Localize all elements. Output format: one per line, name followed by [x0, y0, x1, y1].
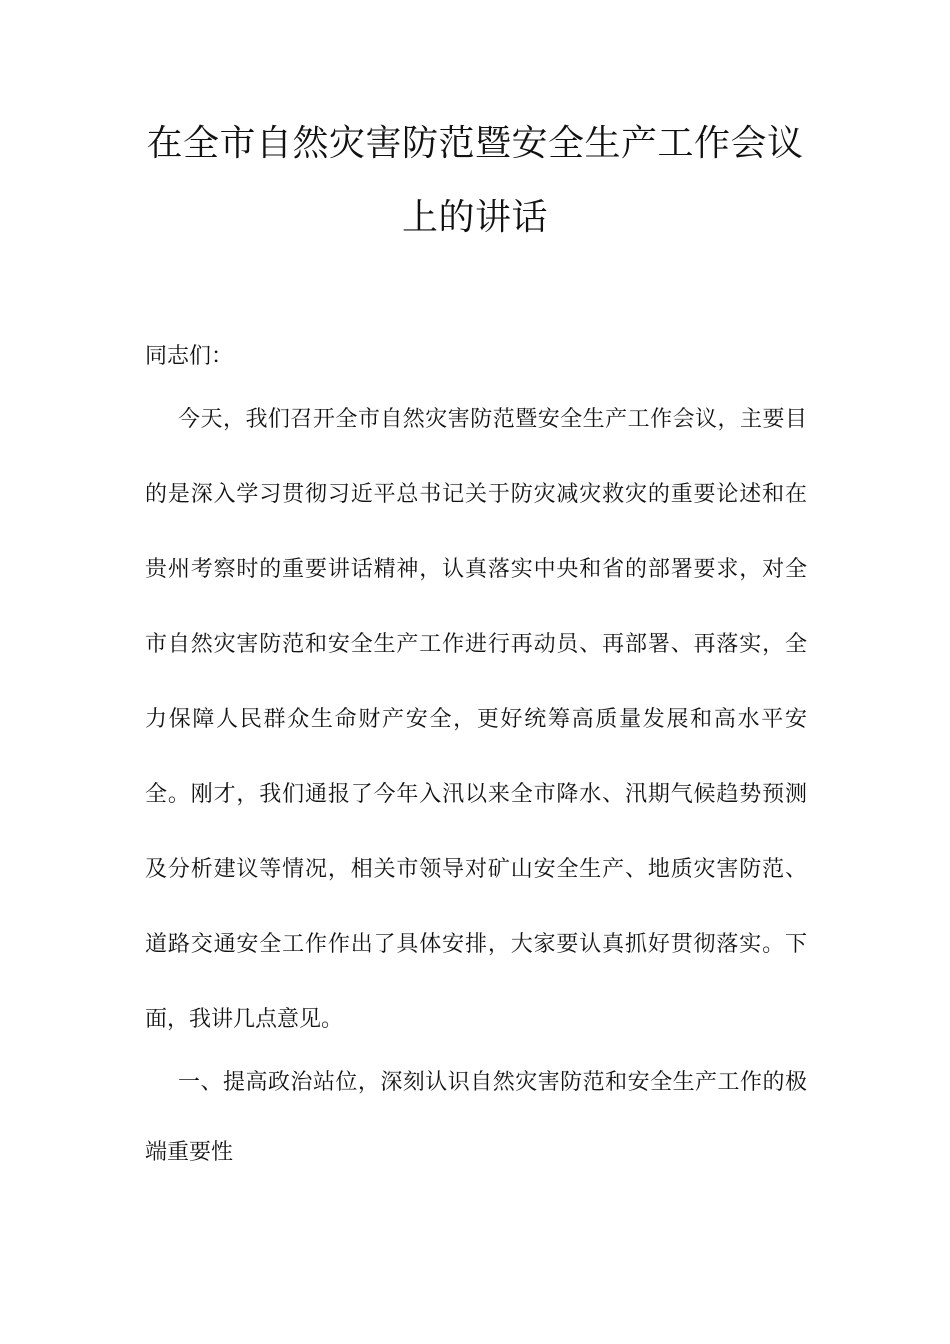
paragraph-line: 及分析建议等情况，相关市领导对矿山安全生产、地质灾害防范、 — [145, 857, 807, 882]
document-title-line-2: 上的讲话 — [401, 197, 548, 238]
paragraph-line: 面，我讲几点意见。 — [145, 1007, 344, 1032]
paragraph-line: 全。刚才，我们通报了今年入汛以来全市降水、汛期气候趋势预测 — [145, 782, 807, 807]
paragraph-line: 市自然灾害防范和安全生产工作进行再动员、再部署、再落实，全 — [145, 632, 807, 657]
document-title-line-1: 在全市自然灾害防范暨安全生产工作会议 — [146, 123, 804, 164]
paragraph-line: 道路交通安全工作作出了具体安排，大家要认真抓好贯彻落实。下 — [145, 932, 807, 957]
paragraph-line: 贵州考察时的重要讲话精神，认真落实中央和省的部署要求，对全 — [145, 557, 807, 582]
paragraph-line: 的是深入学习贯彻习近平总书记关于防灾减灾救灾的重要论述和在 — [145, 482, 807, 507]
section-heading-line: 一、提高政治站位，深刻认识自然灾害防范和安全生产工作的极 — [178, 1070, 807, 1095]
paragraph-line: 今天，我们召开全市自然灾害防范暨安全生产工作会议，主要目 — [178, 407, 807, 432]
paragraph-line: 力保障人民群众生命财产安全，更好统筹高质量发展和高水平安 — [145, 707, 807, 732]
salutation: 同志们： — [145, 344, 234, 369]
section-heading-line: 端重要性 — [145, 1140, 234, 1165]
